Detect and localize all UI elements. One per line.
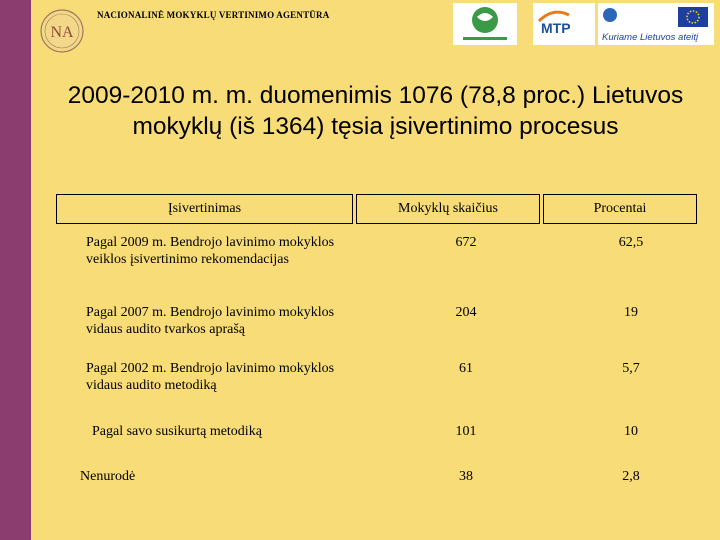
left-accent-bar (0, 0, 31, 540)
count-cell: 672 (455, 235, 477, 250)
count-cell: 101 (455, 424, 477, 439)
criterion-cell: Pagal 2002 m. Bendrojo lavinimo mokyklos vidaus audito metodiką (86, 361, 335, 393)
count-cell: 38 (459, 469, 473, 484)
criterion-cell: Pagal savo susikurtą metodiką (92, 424, 262, 439)
percent-cell: 5,7 (622, 361, 640, 376)
criterion-cell: Pagal 2009 m. Bendrojo lavinimo mokyklos veiklos įsivertinimo rekomendacijas (86, 235, 335, 267)
agency-name: NACIONALINĖ MOKYKLŲ VERTINIMO AGENTŪRA (97, 10, 330, 20)
agency-logo-letters: NA (50, 24, 74, 41)
agency-logo (39, 8, 85, 54)
percent-cell: 19 (624, 305, 638, 320)
header (31, 0, 720, 56)
count-cell: 61 (459, 361, 473, 376)
partner-logo-mtp (533, 3, 595, 45)
column-header-assessment: Įsivertinimas (56, 194, 353, 224)
svg-text:Kuriame Lietuvos ateitį: Kuriame Lietuvos ateitį (602, 32, 699, 43)
criterion-cell: Nenurodė (80, 469, 136, 484)
partner-logo-swirl (453, 3, 517, 45)
column-header-school-count: Mokyklų skaičius (356, 194, 540, 224)
percent-cell: 2,8 (622, 469, 640, 484)
percent-cell: 10 (624, 424, 638, 439)
partner-logo-eu (598, 3, 714, 45)
percent-cell: 62,5 (618, 235, 644, 250)
svg-text:MTP: MTP (541, 20, 571, 36)
count-cell: 204 (455, 305, 477, 320)
data-table (56, 194, 697, 502)
page-title: 2009-2010 m. m. duomenimis 1076 (78,8 proc.) Lietuvos mokyklų (iš 1364) tęsia įsivertinimo procesus (67, 82, 684, 140)
column-header-percent: Procentai (543, 194, 697, 224)
criterion-cell: Pagal 2007 m. Bendrojo lavinimo mokyklos vidaus audito tvarkos aprašą (86, 305, 335, 337)
